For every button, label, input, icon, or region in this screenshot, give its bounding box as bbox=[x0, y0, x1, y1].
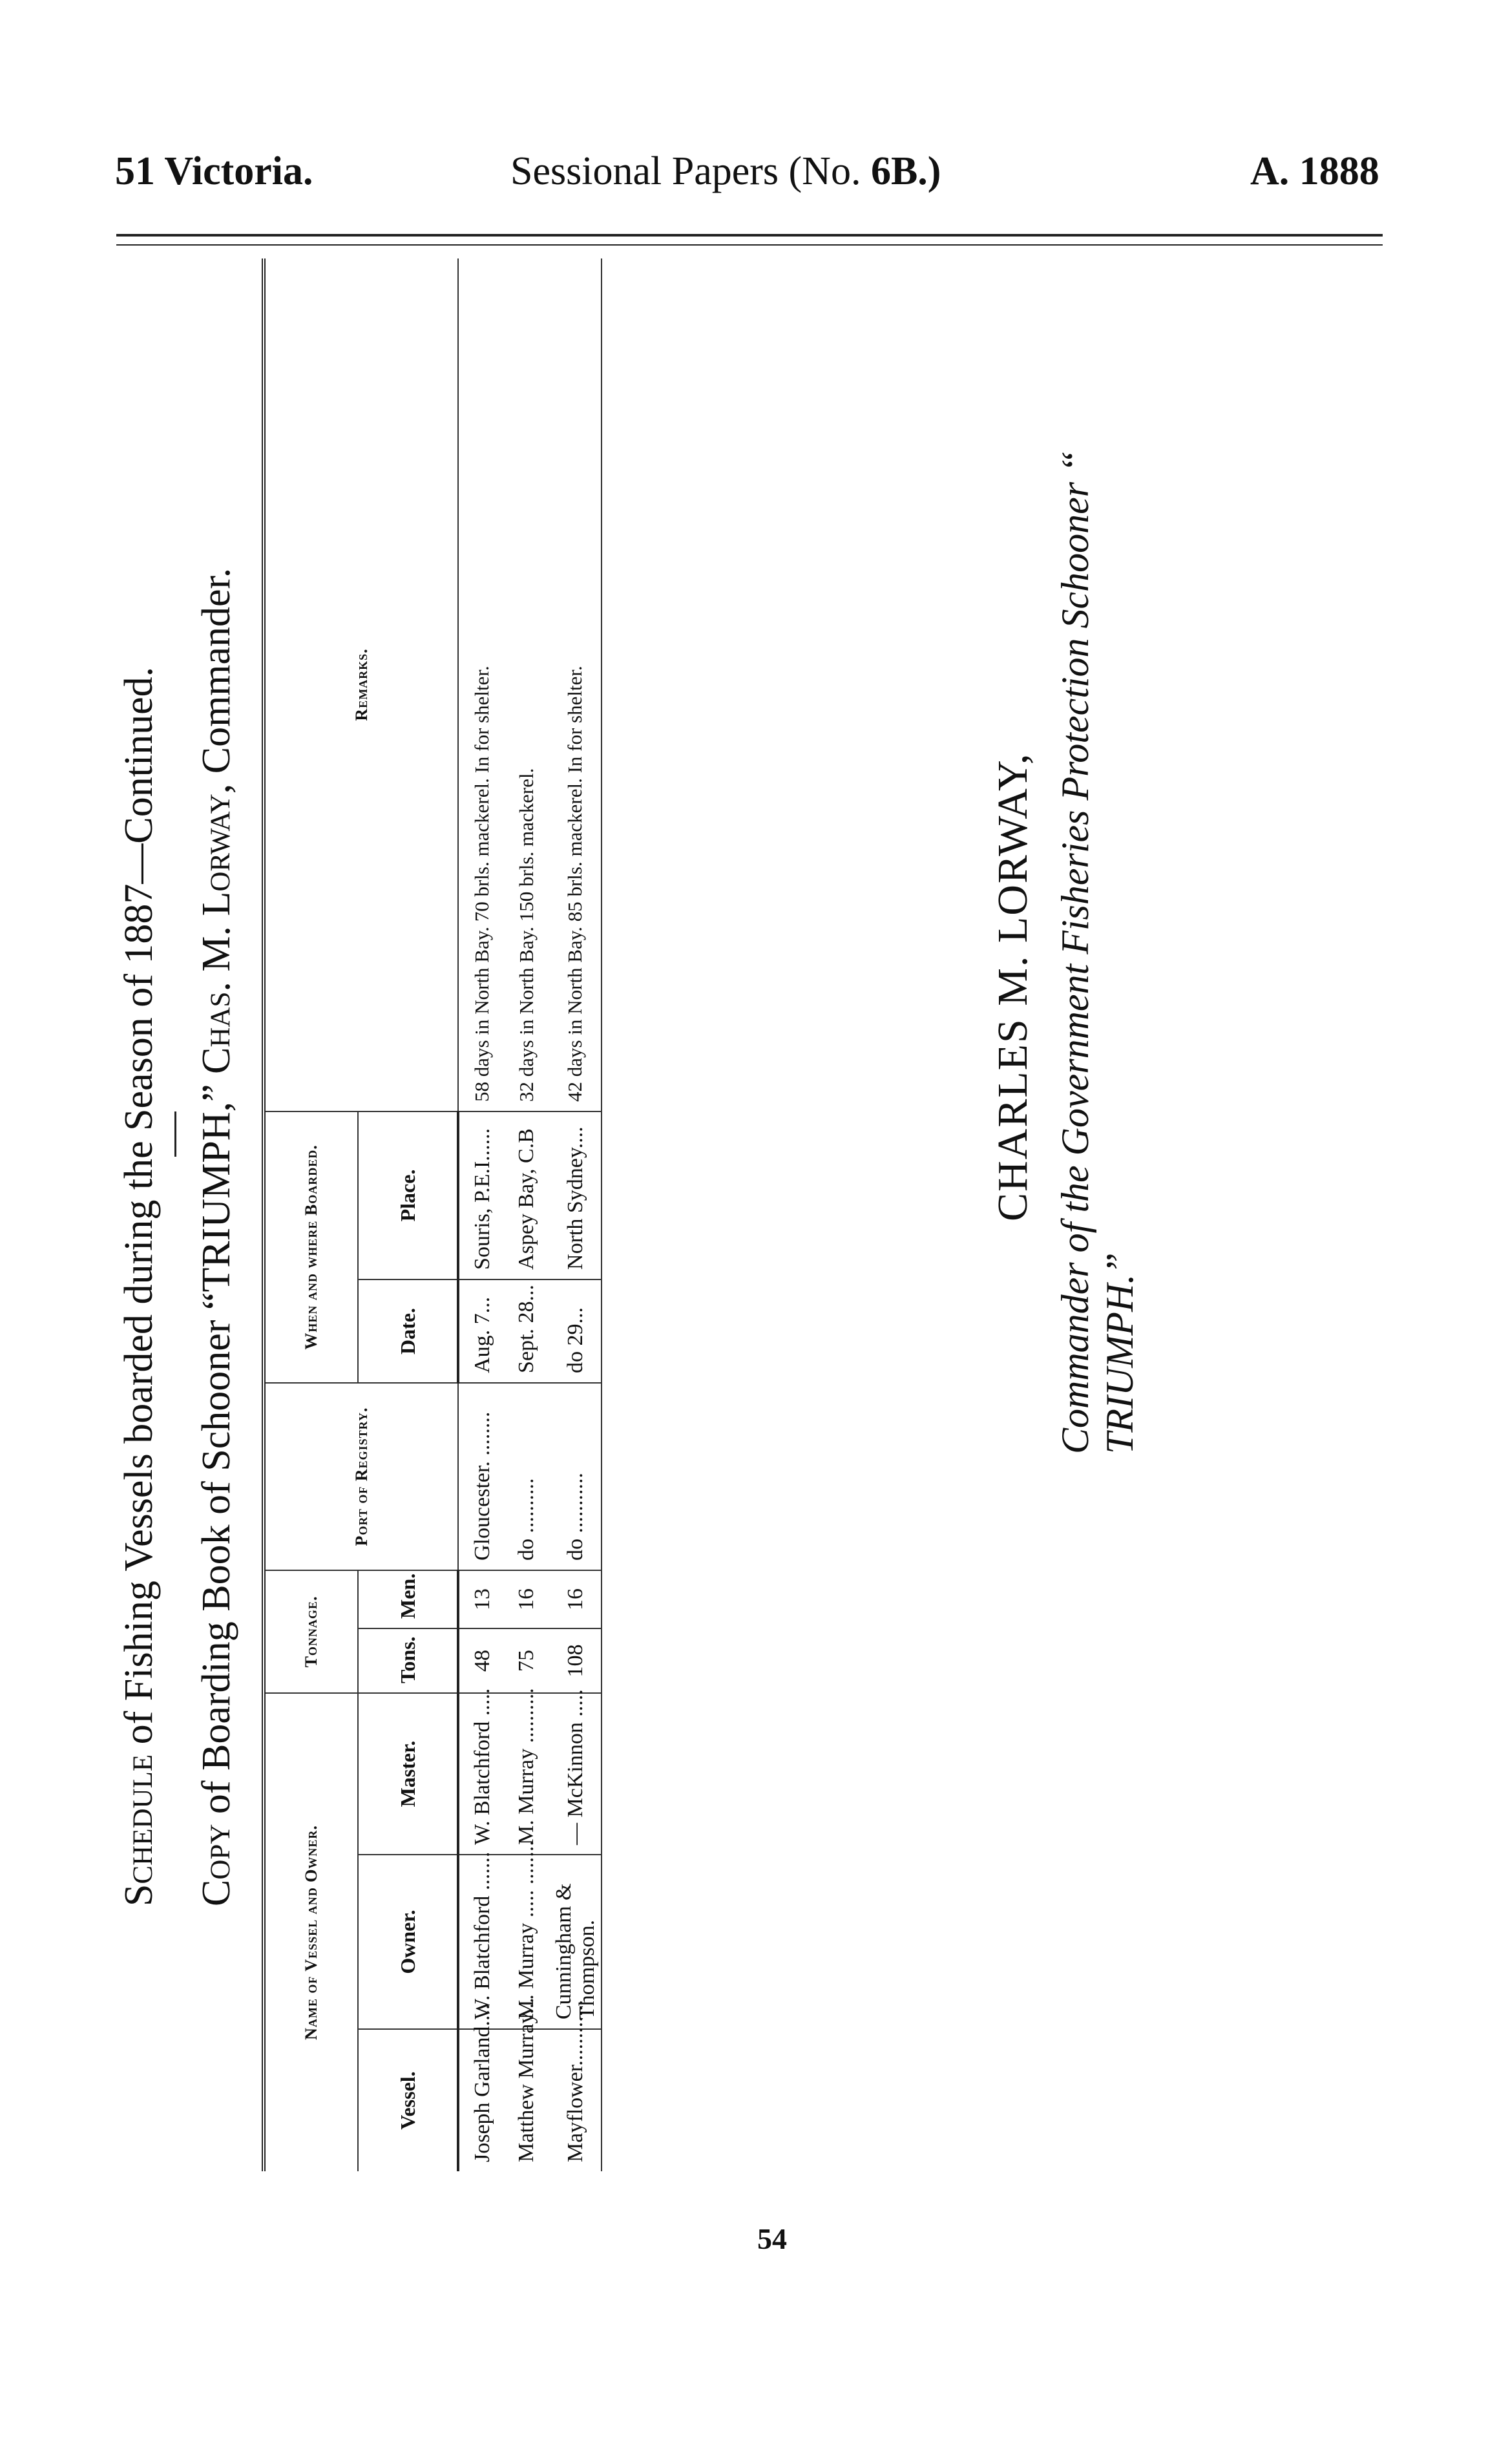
running-header-paper-number: 6B.) bbox=[870, 149, 941, 193]
header-tons: Tons. bbox=[358, 1628, 458, 1693]
page-number: 54 bbox=[757, 2222, 787, 2255]
header-rule bbox=[116, 234, 1383, 237]
cell-tons: 48 bbox=[458, 1628, 503, 1693]
cell-port: do ........... bbox=[547, 1383, 602, 1570]
running-header-right: A. 1888 bbox=[1250, 149, 1379, 193]
copy-subtitle bbox=[194, 265, 240, 1906]
header-remarks: Remarks. bbox=[264, 258, 458, 1111]
copy-subtitle-rest: of Boarding Book of Schooner “TRIUMPH,” bbox=[194, 1084, 238, 1815]
schedule-title bbox=[116, 265, 162, 1906]
cell-master: — McKinnon ..... bbox=[547, 1693, 602, 1855]
cell-men: 16 bbox=[503, 1570, 547, 1628]
copy-subtitle-lead: Copy bbox=[194, 1824, 238, 1906]
cell-port: Gloucester. ........ bbox=[458, 1383, 503, 1570]
commander-name: Chas. M. Lorway bbox=[194, 794, 238, 1074]
running-header-center-text: Sessional Papers (No. bbox=[510, 149, 871, 193]
cell-date: Sept. 28... bbox=[503, 1279, 547, 1383]
cell-tons: 75 bbox=[503, 1628, 547, 1693]
header-master: Master. bbox=[358, 1693, 458, 1855]
header-owner: Owner. bbox=[358, 1855, 458, 2029]
cell-master: W. Blatchford ..... bbox=[458, 1693, 503, 1855]
signature-name: CHARLES M. LORWAY, bbox=[989, 752, 1036, 1221]
header-when-and-where-boarded: When and where Boarded. bbox=[264, 1111, 358, 1383]
cell-date: do 29... bbox=[547, 1279, 602, 1383]
cell-remarks: 42 days in North Bay. 85 brls. mackerel. In for shelter. bbox=[547, 258, 602, 1111]
cell-men: 13 bbox=[458, 1570, 503, 1628]
boarding-table bbox=[262, 258, 602, 2171]
table-row bbox=[503, 258, 547, 2171]
cell-date: Aug. 7... bbox=[458, 1279, 503, 1383]
cell-men: 16 bbox=[547, 1570, 602, 1628]
header-port-of-registry: Port of Registry. bbox=[264, 1383, 458, 1570]
header-vessel: Vessel. bbox=[358, 2029, 458, 2171]
header-name-of-vessel-and-owner: Name of Vessel and Owner. bbox=[264, 1693, 358, 2171]
commander-tail: , Commander. bbox=[194, 567, 238, 794]
header-place: Place. bbox=[358, 1111, 458, 1279]
cell-owner: Cunningham & Thompson. bbox=[547, 1855, 602, 2029]
cell-owner: M. Murray ..... ........ bbox=[503, 1855, 547, 2029]
header-rule-thin bbox=[116, 244, 1383, 246]
cell-place: Aspey Bay, C.B bbox=[503, 1111, 547, 1279]
title-short-rule bbox=[174, 1111, 176, 1157]
header-date: Date. bbox=[358, 1279, 458, 1383]
rotated-landscape-page bbox=[103, 258, 1344, 2171]
table-row bbox=[458, 258, 503, 2171]
cell-port: do .......... bbox=[503, 1383, 547, 1570]
cell-remarks: 58 days in North Bay. 70 brls. mackerel. In for shelter. bbox=[458, 258, 503, 1111]
running-header-center bbox=[510, 149, 941, 195]
table-row bbox=[547, 258, 602, 2171]
cell-vessel: Mayflower............ bbox=[547, 2029, 602, 2171]
running-header-left: 51 Victoria. bbox=[115, 149, 313, 193]
cell-tons: 108 bbox=[547, 1628, 602, 1693]
schedule-title-lead: Schedule bbox=[117, 1754, 161, 1906]
header-men: Men. bbox=[358, 1570, 458, 1628]
header-tonnage: Tonnage. bbox=[264, 1570, 358, 1693]
schedule-title-rest: of Fishing Vessels boarded during the Season of 1887—Continued. bbox=[117, 666, 161, 1745]
cell-vessel: Joseph Garland.... bbox=[470, 2004, 494, 2162]
cell-remarks: 32 days in North Bay. 150 brls. mackerel. bbox=[503, 258, 547, 1111]
signature-title: Commander of the Government Fisheries Protection Schooner “ TRIUMPH.” bbox=[1054, 450, 1141, 1454]
cell-owner: W. Blatchford ....... bbox=[458, 1855, 503, 2029]
cell-place: North Sydney.... bbox=[547, 1111, 602, 1279]
cell-place: Souris, P.E.I...... bbox=[458, 1111, 503, 1279]
cell-master: M. Murray .......... bbox=[503, 1693, 547, 1855]
cell-vessel: Matthew Murray... bbox=[514, 1997, 538, 2162]
